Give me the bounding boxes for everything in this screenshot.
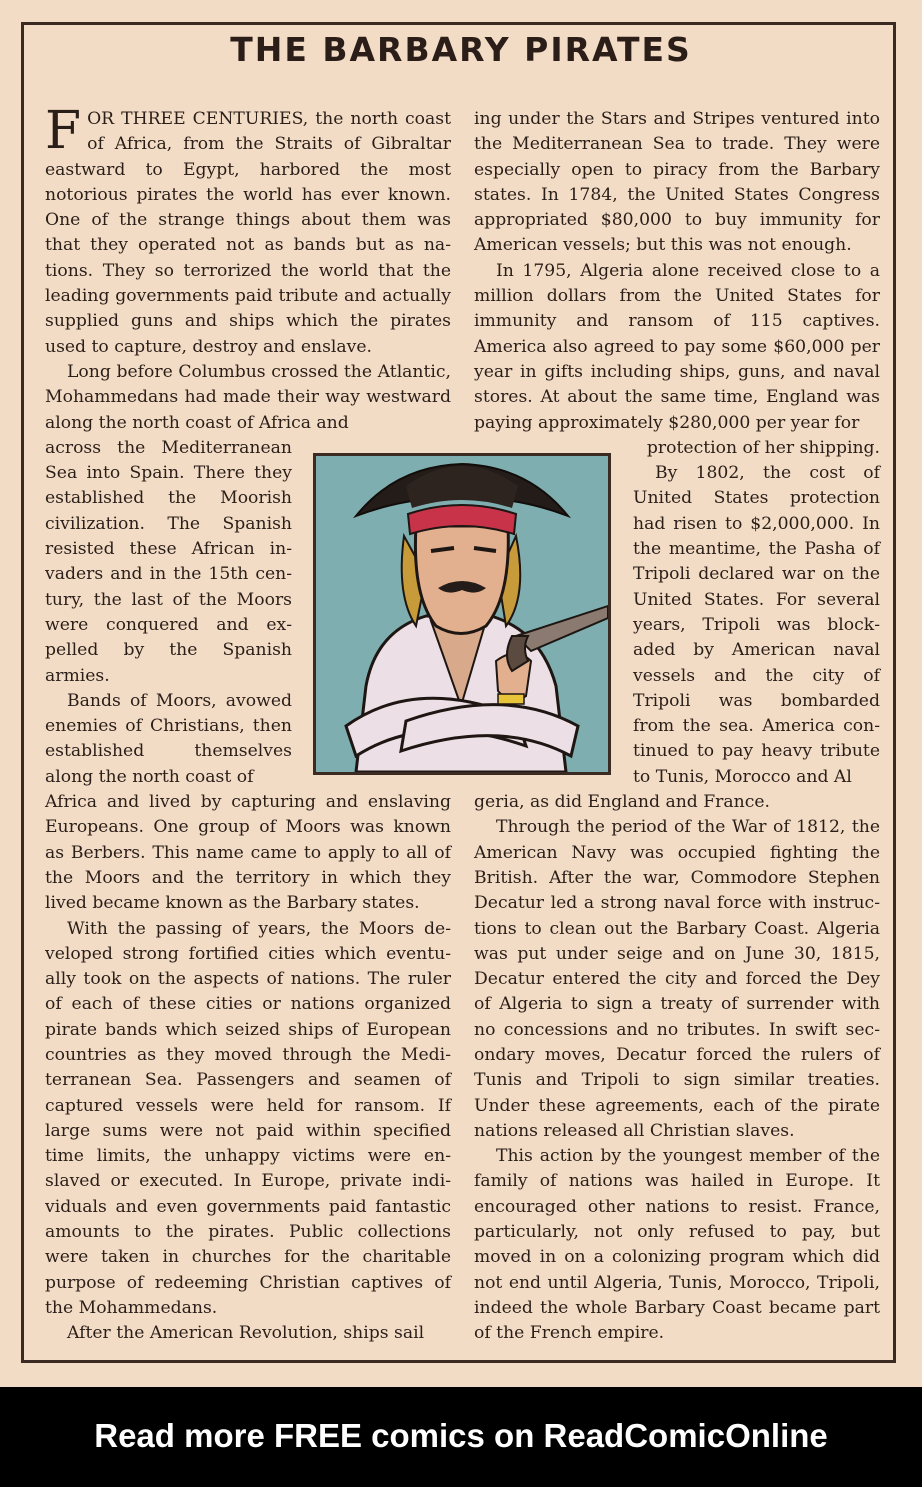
drop-cap: F [45,101,82,161]
paragraph-revolution: After the American Revolution, ships sail [67,1323,425,1344]
wrap-around-figure-right [633,436,880,790]
promo-banner-text[interactable]: Read more FREE comics on ReadComicOnline [94,1417,828,1454]
pirate-drawing [316,456,608,772]
paragraph-intro [45,101,451,360]
paragraph-stars-stripes: ing under the Stars and Stripes ventured into the Mediterranean Sea to trade. They were especially open to piracy from the Barbary states. In 1784, the United States Congress appropriated $80,000 to buy immunity for American vessels; but this was not enough. [474,109,880,256]
paragraph-1795: In 1795, Algeria alone received close to a million dollars from the United States for immunity and ransom of 115 captives. America also agreed to pay some $60,000 per year in gifts including ships, guns, and naval stores. At about the same time, England was paying approximately $280,000 per year for [474,260,880,433]
paragraph-berbers: Africa and lived by capturing and enslaving Europeans. One group of Moors was known as Berbers. This name came to apply to all of the Moors and the territory in which they lived became known as the Barbary states. [45,792,451,914]
paragraph-spain: across the Mediterranean Sea into Spain. There they established the Moorish civilization. The Spanish resisted these African invaders and in the 15th century, the last of the Moors were conquered and expelled by the Spanish armies. [45,437,292,686]
paragraph-columbus: Long before Columbus crossed the Atlantic, Mohammedans had made their way westward along the north coast of Africa and [45,361,451,433]
paragraph-youngest-member: This action by the youngest member of the family of nations was hailed in Europe. It encouraged other nations to resist. France, particularly, not only refused to pay, but moved in on a colonizing program which did not end until Algeria, Tunis, Morocco, Tripoli, indeed the whole Barbary Coast became part of the French empire. [474,1146,880,1344]
wrap-around-figure-left [45,436,292,790]
paragraph-moors: Bands of Moors, avowed enemies of Christians, then established themselves along the north coast of [45,690,292,787]
paragraph-war-1812: Through the period of the War of 1812, the American Navy was occupied fighting the British. After the war, Commodore Stephen Decatur led a strong naval force with instructions to clean out the Barbary Coast. Algeria was put under seige and on June 30, 1815, Decatur entered the city and forced the Dey of Algeria to sign a treaty of surrender with no concessions and no tributes. In swift secondary moves, Decatur forced the rulers of Tunis and Tripoli to sign similar treaties. Under these agreements, each of the pirate nations released all Christian slaves. [474,817,880,1141]
paragraph-1802: By 1802, the cost of United States protection had risen to $2,000,000. In the meantime, the Pasha of Tripoli declared war on the United States. For several years, Tripoli was blockaded by American naval vessels and the city of Tripoli was bombarded from the sea. America continued to pay heavy tribute to Tunis, Morocco and Al [633,463,880,787]
paragraph-algeria: geria, as did England and France. [474,792,770,813]
article-title: THE BARBARY PIRATES [230,30,692,69]
paragraph-text: OR THREE CENTURIES, the north coast of Africa, from the Straits of Gibraltar eastward to Egypt, harbored the most notorious pirates the world has ever known. One of the strange things about them was that they operated not as bands but as nations. They so terrorized the world that the leading governments paid tribute and actually supplied guns and ships which the pirates used to capture, destroy and enslave. [45,109,451,357]
paragraph-nations: With the passing of years, the Moors developed strong fortified cities which eventually took on the aspects of nations. The ruler of each of these cities or nations organized pirate bands which seized ships of European countries as they moved through the Mediterranean Sea. Passengers and seamen of captured vessels were held for ransom. If large sums were not paid within specified time limits, the unhappy victims were enslaved or executed. In Europe, private individuals and even governments paid fantastic amounts to the pirates. Public collections were taken in churches for the charitable purpose of redeeming Christian captives of the Mohammedans. [45,918,451,1318]
paragraph-protection: protection of her shipping. [646,437,880,458]
pirate-illustration [313,453,611,775]
